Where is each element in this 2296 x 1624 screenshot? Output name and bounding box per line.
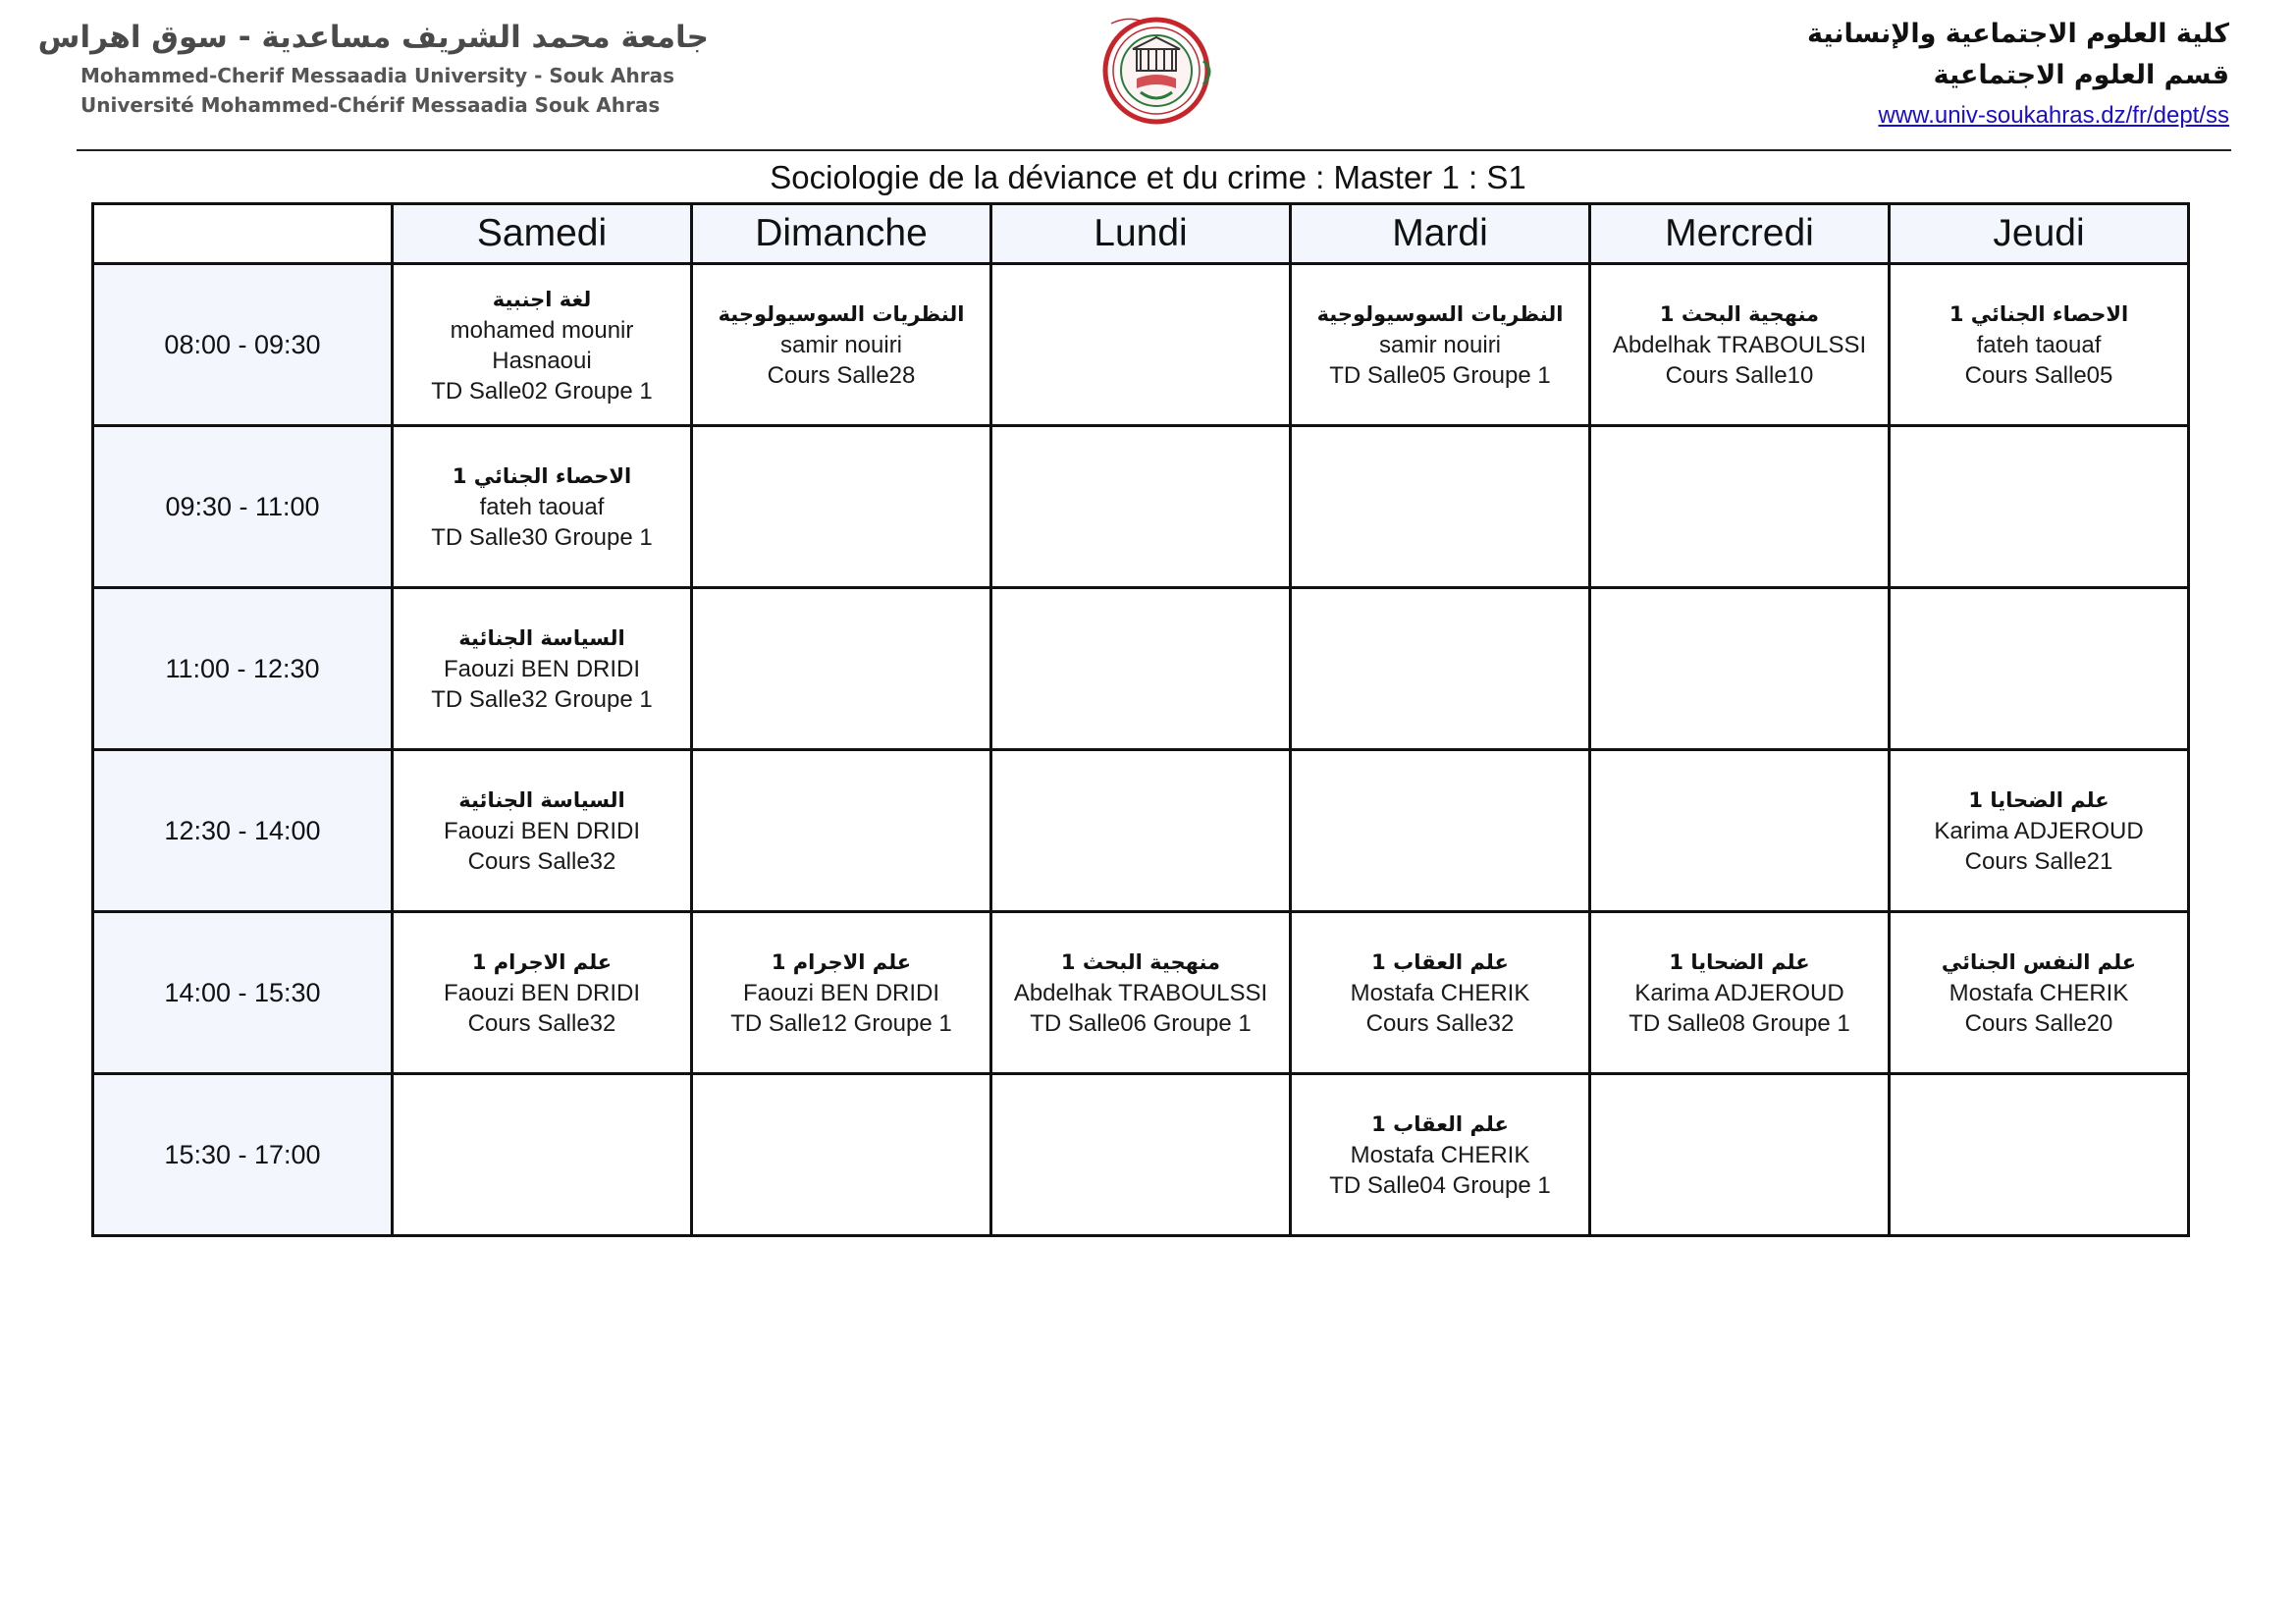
time-slot-label: 08:00 - 09:30 (93, 264, 393, 426)
course-cell (393, 750, 692, 912)
course-name: علم الضحايا 1 (1968, 788, 2109, 812)
course-room: TD Salle08 Groupe 1 (1629, 1010, 1850, 1037)
timetable-title: Sociologie de la déviance et du crime : Master 1 : S1 (770, 159, 1526, 195)
course-cell (1291, 264, 1590, 426)
department-website-link[interactable]: www.univ-soukahras.dz/fr/dept/ss (1878, 102, 2229, 129)
course-cell (1590, 264, 1890, 426)
course-block (431, 284, 652, 406)
course-block (431, 623, 652, 715)
university-name-french: Université Mohammed-Chérif Messaadia Souk Ahras (80, 93, 661, 117)
course-block (1317, 298, 1564, 391)
course-teacher: Faouzi BEN DRIDI (443, 818, 641, 844)
course-teacher: samir nouiri (1378, 332, 1502, 358)
course-block (444, 785, 640, 877)
course-cell (692, 264, 991, 426)
course-teacher: mohamed mounir (450, 316, 634, 344)
empty-cell (1890, 1074, 2189, 1236)
day-header-row (93, 204, 2189, 264)
empty-cell (1590, 750, 1890, 912)
day-header: Mardi (1291, 204, 1590, 264)
course-block (1934, 785, 2143, 877)
course-room: Cours Salle32 (467, 1010, 616, 1037)
course-room: Cours Salle21 (1964, 848, 2113, 875)
course-teacher: Faouzi BEN DRIDI (742, 980, 940, 1006)
course-block (431, 460, 652, 553)
course-teacher: Mostafa CHERIK (1350, 1142, 1530, 1168)
day-header: Mercredi (1590, 204, 1890, 264)
course-block (1329, 1109, 1550, 1201)
course-teacher: Karima ADJEROUD (1634, 980, 1844, 1006)
time-slot-row (93, 1074, 2189, 1236)
course-teacher: fateh taouaf (1976, 332, 2102, 358)
empty-cell (1590, 426, 1890, 588)
course-block (719, 298, 965, 391)
empty-cell (393, 1074, 692, 1236)
course-room: Cours Salle20 (1964, 1010, 2113, 1037)
empty-cell (692, 588, 991, 750)
course-room: Cours Salle32 (467, 848, 616, 875)
course-name: علم العقاب 1 (1371, 1112, 1509, 1136)
empty-cell (991, 426, 1291, 588)
time-slot-row (93, 426, 2189, 588)
time-slot-label: 15:30 - 17:00 (93, 1074, 393, 1236)
course-name: السياسة الجنائية (458, 626, 625, 650)
time-slot-row (93, 264, 2189, 426)
course-room: TD Salle02 Groupe 1 (431, 377, 653, 405)
course-teacher: Mostafa CHERIK (1949, 980, 2129, 1006)
time-slot-row (93, 750, 2189, 912)
course-room: TD Salle32 Groupe 1 (431, 686, 653, 713)
time-slot-label: 14:00 - 15:30 (93, 912, 393, 1074)
course-block (1351, 947, 1530, 1039)
course-room: TD Salle04 Groupe 1 (1329, 1172, 1551, 1199)
course-room: TD Salle05 Groupe 1 (1329, 362, 1551, 389)
course-room: Cours Salle28 (767, 362, 916, 389)
course-name: لغة اجنبية (492, 287, 592, 311)
faculty-block (1542, 14, 2229, 135)
course-name: علم العقاب 1 (1371, 950, 1509, 974)
empty-cell (991, 750, 1291, 912)
time-slot-label: 11:00 - 12:30 (93, 588, 393, 750)
course-cell (393, 426, 692, 588)
course-teacher: Karima ADJEROUD (1934, 818, 2144, 844)
course-cell (1890, 264, 2189, 426)
empty-cell (991, 588, 1291, 750)
empty-cell (1890, 588, 2189, 750)
empty-cell (1291, 426, 1590, 588)
course-name: الاحصاء الجنائي 1 (1949, 302, 2129, 326)
course-name: النظريات السوسيولوجية (718, 302, 965, 326)
course-teacher: Faouzi BEN DRIDI (443, 980, 641, 1006)
course-block (1949, 298, 2128, 391)
course-room: TD Salle06 Groupe 1 (1030, 1010, 1252, 1037)
empty-cell (1890, 426, 2189, 588)
day-header: Jeudi (1890, 204, 2189, 264)
empty-cell (692, 1074, 991, 1236)
university-seal-icon (1097, 14, 1225, 128)
course-name: علم الاجرام 1 (771, 950, 912, 974)
course-cell (393, 912, 692, 1074)
time-slot-label: 12:30 - 14:00 (93, 750, 393, 912)
course-cell (393, 588, 692, 750)
time-slot-row (93, 912, 2189, 1074)
empty-cell (1291, 750, 1590, 912)
course-room: TD Salle30 Groupe 1 (431, 524, 653, 551)
empty-cell (1291, 588, 1590, 750)
course-block (730, 947, 951, 1039)
course-cell (991, 912, 1291, 1074)
course-block (444, 947, 640, 1039)
header-corner (93, 204, 393, 264)
course-cell (1291, 1074, 1590, 1236)
empty-cell (1590, 1074, 1890, 1236)
course-room: Cours Salle10 (1665, 362, 1814, 389)
course-room: TD Salle12 Groupe 1 (730, 1010, 952, 1037)
course-teacher: fateh taouaf (479, 494, 605, 520)
course-cell (692, 912, 991, 1074)
empty-cell (692, 426, 991, 588)
course-name: السياسة الجنائية (458, 788, 625, 812)
day-header: Samedi (393, 204, 692, 264)
empty-cell (1590, 588, 1890, 750)
time-slot-label: 09:30 - 11:00 (93, 426, 393, 588)
empty-cell (991, 1074, 1291, 1236)
empty-cell (692, 750, 991, 912)
course-teacher: Abdelhak TRABOULSSI (1612, 332, 1867, 358)
time-slot-row (93, 588, 2189, 750)
course-block (1613, 298, 1866, 391)
course-name: النظريات السوسيولوجية (1316, 302, 1564, 326)
day-header: Lundi (991, 204, 1291, 264)
course-cell (393, 264, 692, 426)
course-name: منهجية البحث 1 (1060, 950, 1221, 974)
course-room: Cours Salle32 (1365, 1010, 1515, 1037)
course-block (1014, 947, 1267, 1039)
day-header: Dimanche (692, 204, 991, 264)
course-teacher: Mostafa CHERIK (1350, 980, 1530, 1006)
course-block (1629, 947, 1849, 1039)
course-name: علم الاجرام 1 (471, 950, 613, 974)
faculty-name: كلية العلوم الاجتماعية والإنسانية (1806, 19, 2229, 49)
course-cell (1890, 750, 2189, 912)
university-name-english: Mohammed-Cherif Messaadia University - Souk Ahras (80, 64, 675, 87)
empty-cell (991, 264, 1291, 426)
course-teacher: samir nouiri (779, 332, 903, 358)
course-block (1942, 947, 2136, 1039)
course-cell (1590, 912, 1890, 1074)
university-name-block (37, 14, 709, 120)
course-cell (1890, 912, 2189, 1074)
course-name: الاحصاء الجنائي 1 (452, 464, 632, 488)
course-name: علم الضحايا 1 (1669, 950, 1810, 974)
department-name: قسم العلوم الاجتماعية (1933, 60, 2229, 90)
course-name: منهجية البحث 1 (1659, 302, 1820, 326)
course-cell (1291, 912, 1590, 1074)
timetable (91, 202, 2190, 1237)
course-teacher: Abdelhak TRABOULSSI (1013, 980, 1268, 1006)
course-room: Cours Salle05 (1964, 362, 2113, 389)
course-teacher: Hasnaoui (492, 347, 592, 374)
page-header (37, 0, 2231, 151)
course-teacher: Faouzi BEN DRIDI (443, 656, 641, 682)
university-name-arabic: جامعة محمد الشريف مساعدية - سوق اهراس (37, 20, 709, 55)
course-name: علم النفس الجنائي (1941, 950, 2137, 974)
